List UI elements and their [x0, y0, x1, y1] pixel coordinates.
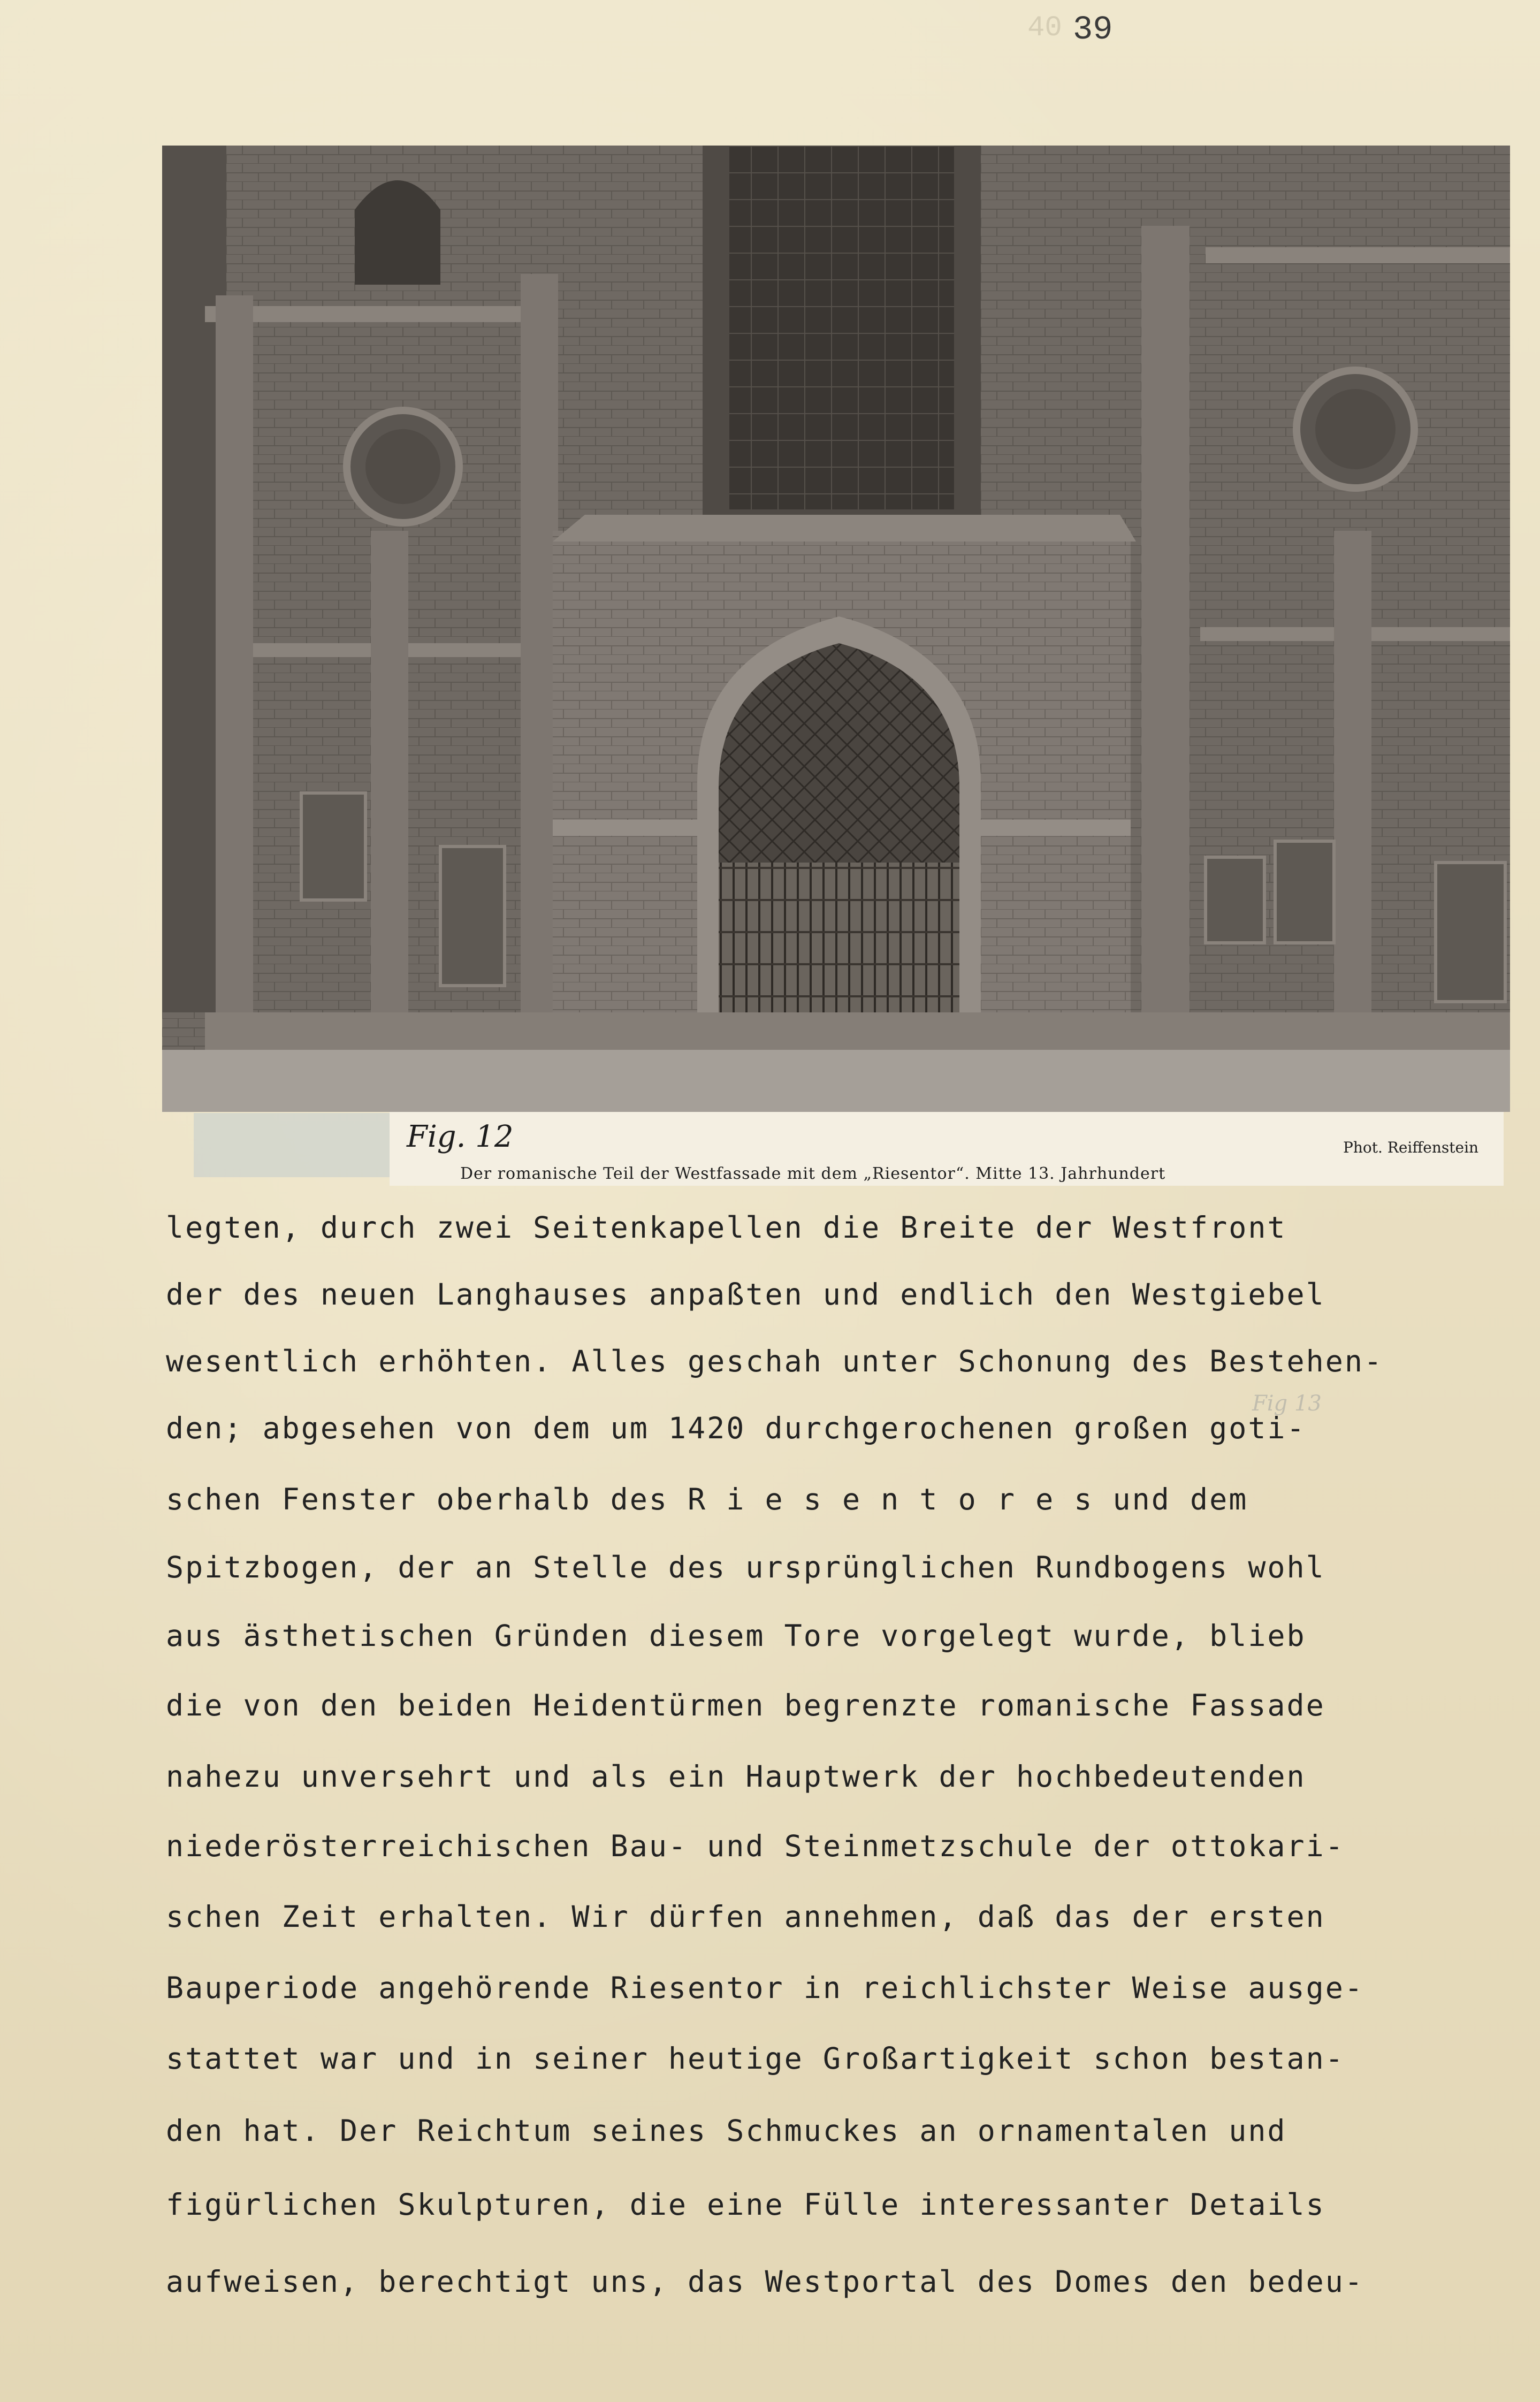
margin-note: Fig 13	[1252, 1391, 1322, 1416]
facade-photograph	[162, 146, 1510, 1112]
text-line: stattet war und in seiner heutige Großartigkeit schon bestan-	[166, 2041, 1345, 2076]
text-line: niederösterreichischen Bau- und Steinmetzschule der ottokari-	[166, 1829, 1345, 1863]
text-line: figürlichen Skulpturen, die eine Fülle interessanter Details	[166, 2187, 1325, 2222]
text-line: aufweisen, berechtigt uns, das Westportal des Domes den bedeu-	[166, 2264, 1364, 2299]
bleed-through-blot	[194, 1113, 390, 1177]
text-line: schen Fenster oberhalb des R i e s e n t o r e s und dem	[166, 1482, 1248, 1516]
text-line: aus ästhetischen Gründen diesem Tore vorgelegt wurde, blieb	[166, 1619, 1306, 1653]
text-line: die von den beiden Heidentürmen begrenzte romanische Fassade	[166, 1688, 1325, 1722]
text-line: schen Zeit erhalten. Wir dürfen annehmen, daß das der ersten	[166, 1900, 1325, 1934]
text-line: nahezu unversehrt und als ein Hauptwerk der hochbedeutenden	[166, 1759, 1306, 1794]
text-line: der des neuen Langhauses anpaßten und endlich den Westgiebel	[166, 1277, 1325, 1311]
photo-credit: Phot. Reiffenstein	[1343, 1139, 1479, 1156]
text-line: den; abgesehen von dem um 1420 durchgerochenen großen goti-	[166, 1411, 1306, 1445]
text-line: den hat. Der Reichtum seines Schmuckes an ornamentalen und	[166, 2114, 1287, 2148]
page-number: 39	[1073, 11, 1113, 49]
text-line: Bauperiode angehörende Riesentor in reichlichster Weise ausge-	[166, 1971, 1364, 2005]
figure-caption: Der romanische Teil der Westfassade mit dem „Riesentor“. Mitte 13. Jahrhundert	[460, 1164, 1166, 1183]
text-line: wesentlich erhöhten. Alles geschah unter Schonung des Bestehen-	[166, 1344, 1384, 1378]
page-number-ghost: 40	[1027, 12, 1062, 44]
figure-label: Fig. 12	[407, 1119, 514, 1154]
text-line: legten, durch zwei Seitenkapellen die Breite der Westfront	[166, 1210, 1287, 1245]
text-line: Spitzbogen, der an Stelle des ursprünglichen Rundbogens wohl	[166, 1550, 1325, 1584]
